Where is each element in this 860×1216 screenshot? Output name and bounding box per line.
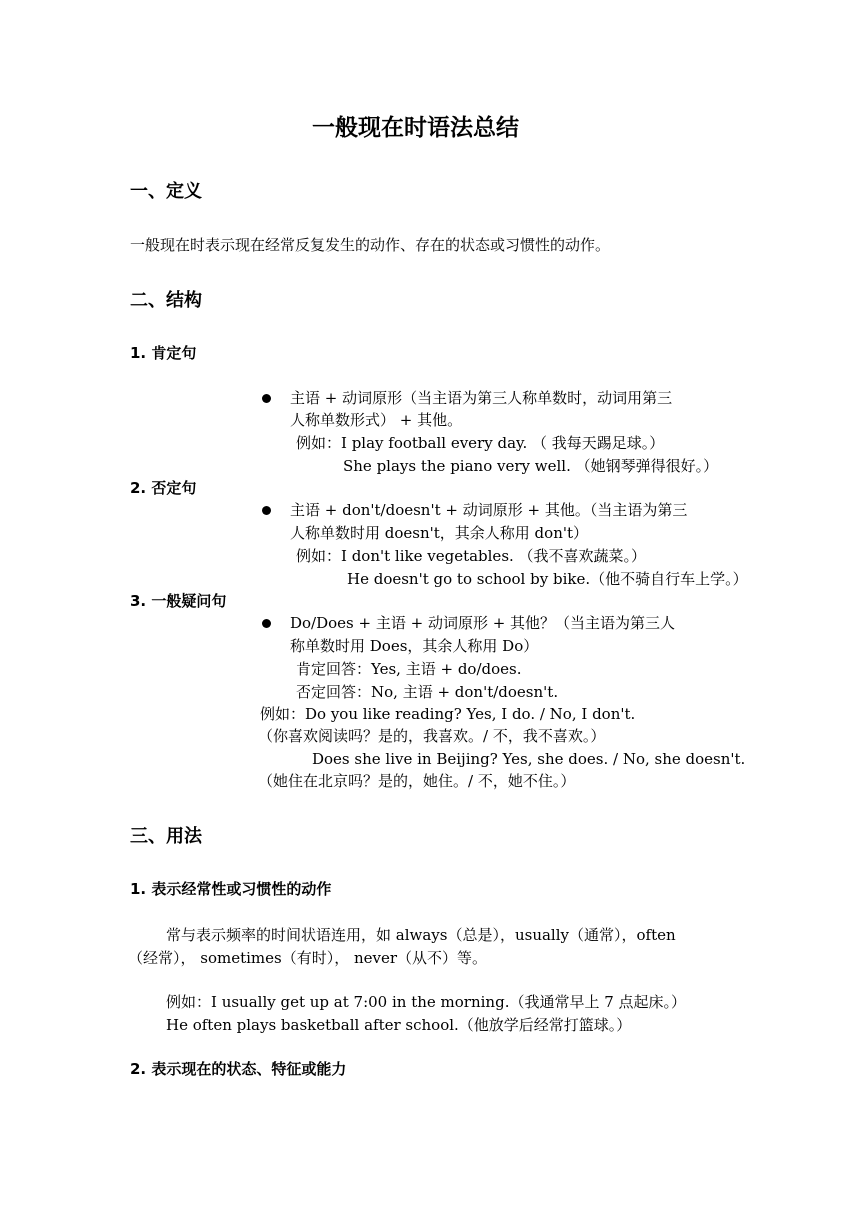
affirmative-example1: 例如：I play football every day. （ 我每天踢足球。） <box>296 434 665 452</box>
question-example1-translation: （你喜欢阅读吗？是的，我喜欢。/ 不，我不喜欢。） <box>258 727 606 745</box>
affirmative-heading: 1. 肯定句 <box>130 344 197 362</box>
bullet-icon <box>262 506 271 515</box>
question-rule-line1: Do/Does + 主语 + 动词原形 + 其他？（当主语为第三人 <box>290 614 676 632</box>
definition-text: 一般现在时表示现在经常反复发生的动作、存在的状态或习惯性的动作。 <box>130 236 611 254</box>
negative-rule-line1: 主语 + don't/doesn't + 动词原形 + 其他。（当主语为第三 <box>290 501 688 519</box>
question-example2-translation: （她住在北京吗？是的，她住。/ 不，她不住。） <box>258 772 576 790</box>
usage1-heading: 1. 表示经常性或习惯性的动作 <box>130 880 332 898</box>
question-example1: 例如：Do you like reading? Yes, I do. / No, I don't. <box>260 705 636 723</box>
negative-rule-line2: 人称单数时用 doesn't，其余人称用 don't） <box>290 524 589 542</box>
bullet-icon <box>262 619 271 628</box>
section-heading-usage: 三、用法 <box>130 826 202 847</box>
negative-example1: 例如：I don't like vegetables. （我不喜欢蔬菜。） <box>296 547 647 565</box>
negative-heading: 2. 否定句 <box>130 479 197 497</box>
page-title: 一般现在时语法总结 <box>312 115 519 141</box>
bullet-icon <box>262 394 271 403</box>
question-heading: 3. 一般疑问句 <box>130 592 227 610</box>
question-no-answer: 否定回答：No, 主语 + don't/doesn't. <box>296 683 559 701</box>
usage1-example2: He often plays basketball after school.（他放学后经常打篮球。） <box>166 1016 632 1034</box>
affirmative-rule-line2: 人称单数形式） + 其他。 <box>290 411 463 429</box>
negative-example2: He doesn't go to school by bike.（他不骑自行车上学。） <box>347 570 748 588</box>
affirmative-example2: She plays the piano very well. （她钢琴弹得很好。） <box>343 457 719 475</box>
question-yes-answer: 肯定回答：Yes, 主语 + do/does. <box>296 660 522 678</box>
usage1-example1: 例如：I usually get up at 7:00 in the morning.（我通常早上 7 点起床。） <box>166 993 687 1011</box>
question-example2: Does she live in Beijing? Yes, she does. / No, she doesn't. <box>312 750 746 768</box>
affirmative-rule-line1: 主语 + 动词原形（当主语为第三人称单数时，动词用第三 <box>290 389 673 407</box>
usage2-heading: 2. 表示现在的状态、特征或能力 <box>130 1060 347 1078</box>
section-heading-structure: 二、结构 <box>130 290 202 311</box>
usage1-text-line1: 常与表示频率的时间状语连用，如 always（总是），usually（通常），often <box>166 926 676 944</box>
usage1-text-line2: （经常）， sometimes（有时）， never（从不）等。 <box>128 949 488 967</box>
question-rule-line2: 称单数时用 Does，其余人称用 Do） <box>290 637 539 655</box>
section-heading-definition: 一、定义 <box>130 181 202 202</box>
